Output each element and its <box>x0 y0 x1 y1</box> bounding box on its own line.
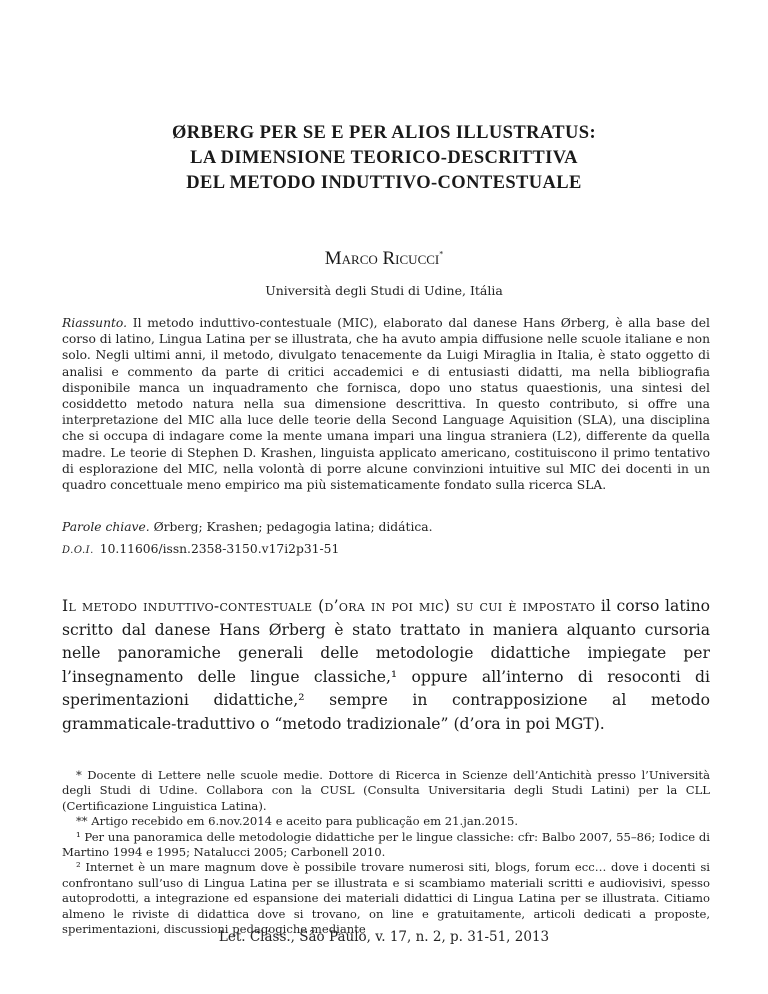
doi-label: D.O.I. <box>62 545 94 556</box>
doi-link[interactable]: 10.11606/issn.2358-3150.v17i2p31-51 <box>99 542 340 556</box>
title-line-1: ØRBERG PER SE E PER ALIOS ILLUSTRATUS: <box>171 123 596 143</box>
keywords-text: Ørberg; Krashen; pedagogia latina; didática. <box>153 520 433 534</box>
footnote-3: ¹ Per una panoramica delle metodologie didattiche per le lingue classiche: cfr: Balbo 2007, 55–86; Iodice di Martino 1994 e 1995; Natalucci 2005; Carbonell 2010. <box>62 829 710 860</box>
body-paragraph <box>62 595 710 736</box>
author-affiliation: Università degli Studi di Udine, Itália <box>265 283 503 298</box>
author-line <box>0 248 768 270</box>
footnote-1: * Docente di Lettere nelle scuole medie. Dottore di Ricerca in Scienze dell’Antichità presso l’Università degli Studi di Udine. Collabora con la CUSL (Consulta Universitaria degli Studi Latini) per la CLL (Certificazione Linguistica Latina). <box>62 768 710 813</box>
footnote-2: ** Artigo recebido em 6.nov.2014 e aceito para publicação em 21.jan.2015. <box>76 814 519 829</box>
title-line-3: DEL METODO INDUTTIVO-CONTESTUALE <box>186 173 582 193</box>
body-lead-in: Il metodo induttivo-contestuale (d’ora in poi mic) su cui è impostato <box>62 597 596 615</box>
body-text: il corso latino scritto dal danese Hans Ørberg è stato trattato in maniera alquanto cursoria nelle panoramiche generali delle metodologie didattiche impiegate per l’insegnamento delle lingue classiche,¹ oppure all’interno di resoconti di sperimentazioni didattiche,² sempre in contrapposizione al metodo grammaticale-traduttivo o “metodo tradizionale” (d’ora in poi MGT). <box>62 597 710 733</box>
keywords <box>62 520 710 534</box>
keywords-label: Parole chiave. <box>62 520 150 534</box>
title-line-2: LA DIMENSIONE TEORICO-DESCRITTIVA <box>190 148 578 168</box>
abstract <box>62 315 710 493</box>
article-title <box>60 121 708 196</box>
journal-footer: Let. Cláss., São Paulo, v. 17, n. 2, p. 31-51, 2013 <box>218 929 550 945</box>
author-footnote-marker: * <box>439 249 444 259</box>
abstract-text: Il metodo induttivo-contestuale (MIC), elaborato dal danese Hans Ørberg, è alla base del corso di latino, Lingua Latina per se illustrata, che ha avuto ampia diffusione nelle scuole italiane e non solo. Negli ultimi anni, il metodo, divulgato tenacemente da Luigi Miraglia in Italia, è stato oggetto di analisi e commento da parte di critici accademici e di entusiasti didatti, ma nella bibliografia disponibile manca un inquadramento che fornisca, dopo uno status quaestionis, una sintesi del cosiddetto metodo natura nella sua dimensione descrittiva. In questo contributo, si offre una interpretazione del MIC alla luce delle teorie della Second Language Aquisition (SLA), una disciplina che si occupa di indagare come la mente umana impari una lingua straniera (L2), differente da quella madre. Le teorie di Stephen D. Krashen, linguista applicato americano, costituiscono il primo tentativo di esplorazione del MIC, nella volontà di porre alcune convinzioni intuitive sul MIC dei docenti in un quadro concettuale meno empirico ma più sistematicamente fondato sulla ricerca SLA. <box>62 316 710 493</box>
abstract-label: Riassunto. <box>62 316 128 330</box>
doi <box>62 542 710 556</box>
author-name: Marco Ricucci <box>324 248 440 269</box>
footnotes <box>62 768 710 937</box>
footnote-4: ² Internet è un mare magnum dove è possibile trovare numerosi siti, blogs, forum ecc… dove i docenti si confrontano sull’uso di Lingua Latina per se illustrata e si scambiamo materiali scritti e audiovisivi, spesso autoprodotti, a integrazione ed espansione dei materiali didattici di Lingua Latina per se illustrata. Citiamo almeno le riviste di didattica dove si trovano, on line e gratuitamente, articoli dedicati a proposte, sperimentazioni, discussioni pedagogiche mediante <box>62 860 710 937</box>
